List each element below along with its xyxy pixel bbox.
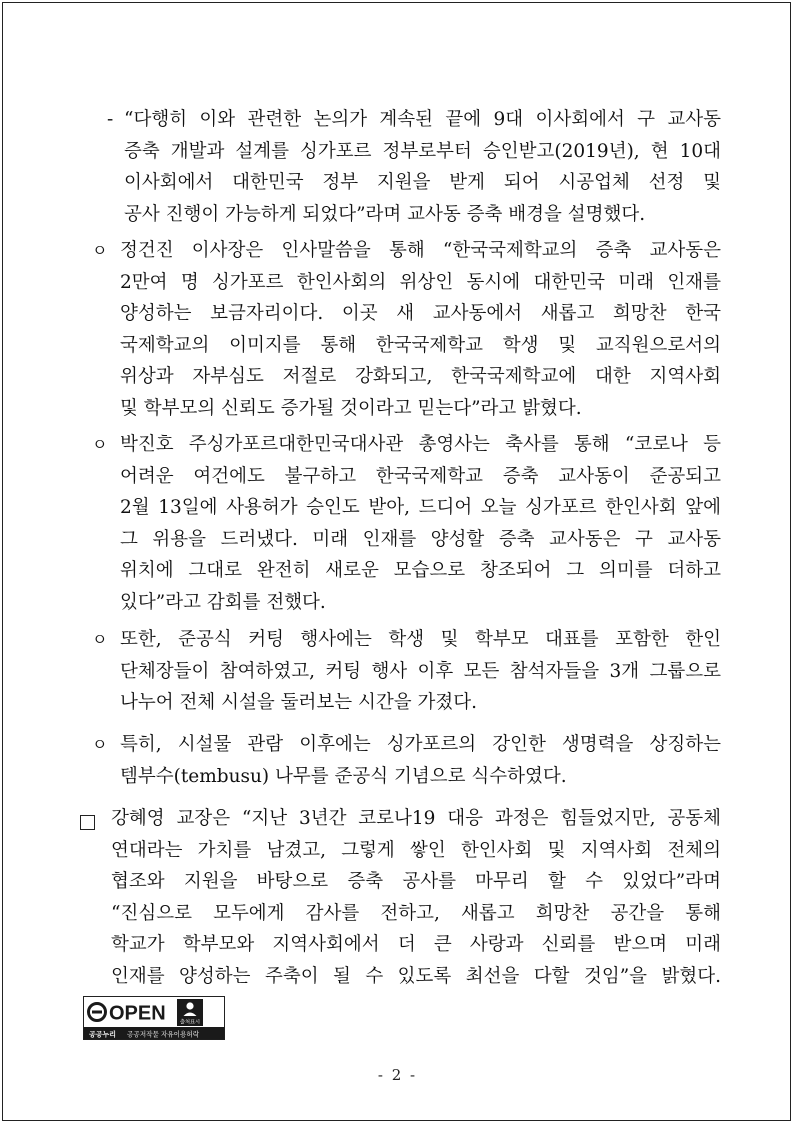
text-line: 양성하는 보금자리이다. 이곳 새 교사동에서 새롭고 희망찬 한국 [120, 303, 721, 324]
text-line: 있다”라고 감회를 전했다. [120, 591, 326, 613]
circle-bullet: ㅇ [92, 735, 108, 754]
text-line: 강혜영 교장은 “지난 3년간 코로나19 대응 과정은 힘들었지만, 공동체 [111, 808, 721, 829]
text-line: 또한, 준공식 커팅 행사에는 학생 및 학부모 대표를 포함한 한인 [120, 629, 721, 650]
text-line: 및 학부모의 신뢰도 증가될 것이라고 믿는다”라고 밝혔다. [120, 397, 582, 419]
text-line: 특히, 시설물 관람 이후에는 싱가포르의 강인한 생명력을 상징하는 [120, 734, 721, 755]
paragraph-principal-speech [111, 803, 721, 992]
text-line: 증축 개발과 설계를 싱가포르 정부로부터 승인받고(2019년), 현 10대 [124, 140, 721, 162]
text-line: 위상과 자부심도 저절로 강화되고, 한국국제학교에 대한 지역사회 [120, 366, 721, 387]
person-icon [186, 1002, 193, 1009]
circle-bullet: ㅇ [92, 435, 108, 454]
text-line: 공사 진행이 가능하게 되었다”라며 교사동 증축 배경을 설명했다. [124, 203, 646, 225]
text-line: 위치에 그대로 완전히 새로운 모습으로 창조되어 그 의미를 더하고 [120, 560, 721, 581]
text-line: 나누어 전체 시설을 둘러보는 시간을 가졌다. [120, 692, 477, 713]
dash-bullet: - [107, 109, 114, 130]
paragraph-background-quote [124, 104, 721, 230]
text-line: 협조와 지원을 바탕으로 증축 공사를 마무리 할 수 있었다”라며 [111, 871, 721, 892]
paragraph-consul-general-speech [120, 429, 721, 618]
text-line: 국제학교의 이미지를 통해 한국국제학교 학생 및 교직원으로서의 [120, 334, 721, 356]
text-line: 연대라는 가치를 남겼고, 그렇게 쌓인 한인사회 및 지역사회 전체의 [111, 839, 721, 861]
text-line: 정건진 이사장은 인사말씀을 통해 “한국국제학교의 증축 교사동은 [120, 240, 721, 261]
text-line: 박진호 주싱가포르대한민국대사관 총영사는 축사를 통해 “코로나 등 [120, 434, 721, 455]
text-line: 템부수(tembusu) 나무를 준공식 기념으로 식수하였다. [120, 765, 567, 787]
open-brand-text: OPEN [109, 1002, 166, 1025]
text-line: “진심으로 모두에게 감사를 전하고, 새롭고 희망찬 공간을 통해 [111, 902, 721, 924]
text-line: 이사회에서 대한민국 정부 지원을 받게 되어 시공업체 선정 및 [124, 172, 721, 193]
badge-label: 출처표시 [179, 1019, 201, 1026]
paragraph-tree-planting [120, 729, 721, 792]
text-line: “다행히 이와 관련한 논의가 계속된 끝에 9대 이사회에서 구 교사동 [124, 109, 721, 130]
text-line: 학교가 학부모와 지역사회에서 더 큰 사랑과 신뢰를 받으며 미래 [111, 934, 721, 955]
text-line: 그 위용을 드러냈다. 미래 인재를 양성할 증축 교사동은 구 교사동 [120, 528, 721, 550]
square-bullet [80, 815, 95, 830]
paragraph-cutting-ceremony [120, 624, 721, 719]
kogl-open-logo [83, 996, 225, 1040]
circle-bullet: ㅇ [92, 630, 108, 649]
text-line: 어려운 여건에도 불구하고 한국국제학교 증축 교사동이 준공되고 [120, 465, 721, 487]
text-line: 인재를 양성하는 주축이 될 수 있도록 최선을 다할 것임”을 밝혔다. [111, 965, 721, 987]
text-line: 2만여 명 싱가포르 한인사회의 위상인 동시에 대한민국 미래 인재를 [120, 271, 721, 293]
kogl-caption: 공공저작물 자유이용허락 [127, 1030, 200, 1039]
document-page [2, 2, 791, 1121]
paragraph-chairman-speech [120, 235, 721, 424]
circle-bullet: ㅇ [92, 241, 108, 260]
text-line: 2월 13일에 사용허가 승인도 받아, 드디어 오늘 싱가포르 한인사회 앞에 [120, 497, 721, 518]
text-line: 단체장들이 참여하였고, 커팅 행사 이후 모든 참석자들을 3개 그룹으로 [120, 660, 721, 682]
page-number: - 2 - [377, 1066, 418, 1084]
kogl-caption-bold: 공공누리 [89, 1030, 117, 1039]
